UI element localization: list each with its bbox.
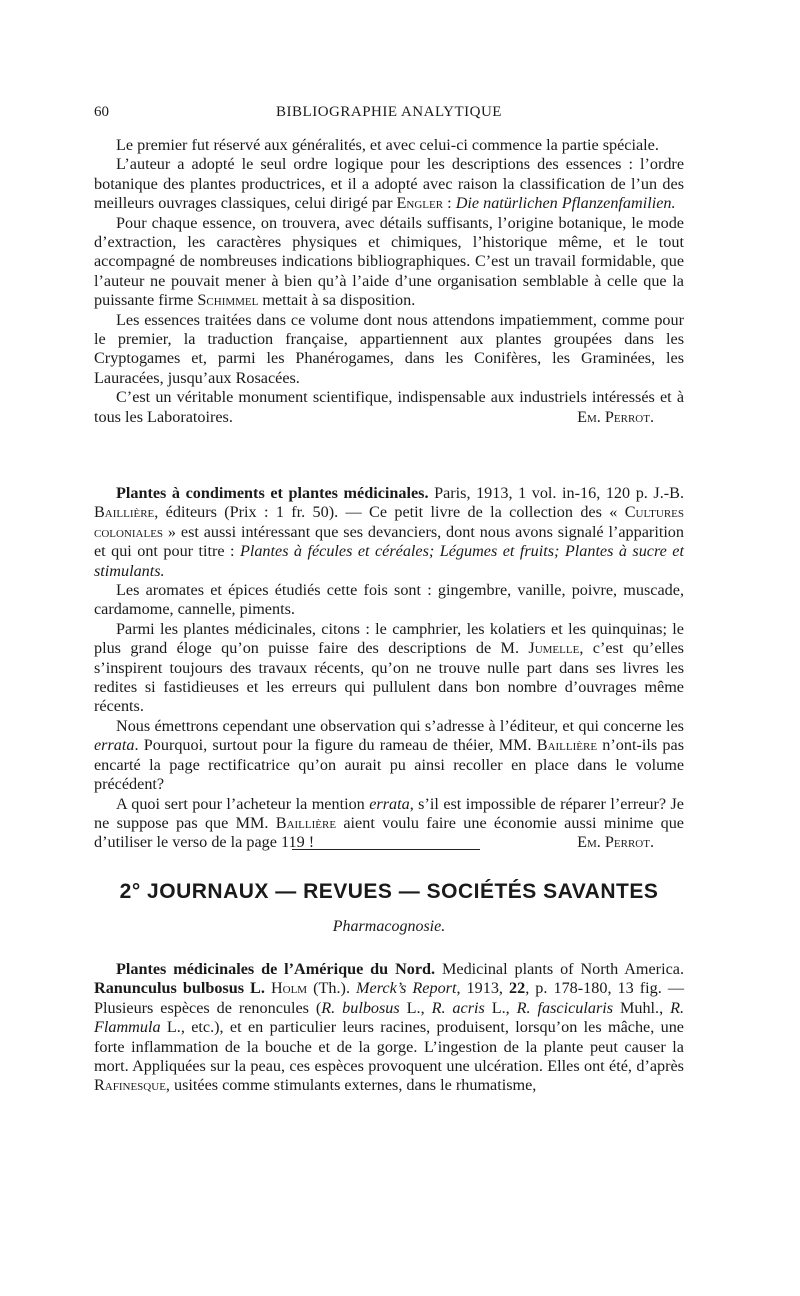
text: A quoi sert pour l’acheteur la mention [116, 794, 370, 813]
author-name: Engler [396, 194, 444, 213]
text: Les aromates et épices étudiés cette fois sont : gingembre, vanille, poivre, muscade, cardamome, cannelle, piments. [94, 581, 684, 619]
signature: Em. Perrot. [577, 833, 654, 852]
publisher-name: Baillière [275, 813, 337, 832]
text: (Th.). [307, 979, 357, 998]
text: » est aussi intéressant que ses devanciers, dont nous avons signalé l’apparition et qui ont pour titre : [94, 522, 684, 561]
section-subtitle: Pharmacognosie. [332, 918, 446, 935]
text: C’est un véritable monument scientifique, indispensable aux industriels intéressés et à tous les Laboratoires. [94, 388, 684, 426]
text: L., etc.), et en particulier leurs racines, produisent, lorsqu’on les mâche, une forte inflammation de la bouche et de la gorge. L’ingestion de la plante peut causer la mort. Appliquées sur la peau, ces espèces provoquent une ulcération. Elles ont été, d’après [94, 1018, 684, 1076]
text: , 1913, [456, 979, 510, 998]
species-name: R. fascicularis [516, 998, 614, 1017]
species-name: Ranunculus bulbosus L. [94, 979, 265, 998]
text: , p. 178-180, 13 fig. — Plusieurs espèces de renoncules ( [94, 979, 685, 1017]
paragraph [94, 960, 684, 1096]
firm-name: Schimmel [197, 291, 259, 310]
text: , usitées comme stimulants externes, dans le rhumatisme, [165, 1076, 537, 1095]
article-condiments [94, 484, 684, 853]
text: L., [399, 998, 432, 1017]
journal-name: Merck’s Report [356, 979, 457, 998]
author-name: Holm [270, 979, 308, 998]
paragraph [94, 581, 684, 620]
text: Medicinal plants of North America. [435, 960, 684, 978]
article-ranunculus [94, 960, 684, 1096]
errata-term: errata [369, 794, 410, 813]
cited-titles: Plantes à fécules et céréales; Légumes et fruits; Plantes à sucre et stimulants. [94, 542, 684, 580]
page-number: 60 [94, 104, 109, 120]
text: Muhl., [613, 998, 671, 1017]
paragraph [94, 717, 684, 795]
text: Les essences traitées dans ce volume dont nous attendons impatiemment, comme pour le premier, la traduction française, appartiennent aux plantes groupées dans les Cryptogames et, parmi les Phanérogames, dans les Conifères, les Graminées, les Lauracées, jusqu’aux Rosacées. [94, 310, 684, 387]
paragraph [94, 484, 684, 581]
errata-term: errata [94, 736, 135, 755]
running-title: BIBLIOGRAPHIE ANALYTIQUE [276, 104, 502, 120]
article-title: Plantes à condiments et plantes médicinales. [116, 484, 429, 502]
text: , éditeurs (Prix : 1 fr. 50). — Ce petit livre de la collection des « [154, 503, 625, 522]
collection-name: Cultures coloniales [94, 503, 684, 541]
paragraph [94, 311, 684, 389]
species-name: R. acris [431, 998, 485, 1017]
article-title: Plantes médicinales de l’Amérique du Nord. [116, 960, 436, 978]
text: aient voulu faire une économie aussi minime que d’utiliser le verso de la page 119 ! [94, 813, 684, 852]
text: Parmi les plantes médicinales, citons : le camphrier, les kolatiers et les quinquinas; le plus grand éloge qu’on puisse faire des descriptions de M. [94, 619, 684, 658]
text: , s’il est impossible de réparer l’erreur? Je ne suppose pas que MM. [94, 794, 684, 832]
paragraph [94, 214, 684, 311]
paragraph [94, 155, 684, 213]
text: mettait à sa disposition. [258, 291, 416, 310]
text: Pour chaque essence, on trouvera, avec détails suffisants, l’origine botanique, le mode d’extraction, les caractères physiques et chimiques, l’historique même, et le tout accompagné de nombreuses indications bibliographiques. C’est un travail formidable, que l’auteur ne pouvait mener à bien qu’à l’aide d’une organisation semblable à celle que la puissante firme [94, 213, 684, 310]
text: . Pourquoi, surtout pour la figure du rameau de théier, MM. [134, 736, 537, 755]
page-header [94, 104, 684, 124]
publisher-name: Baillière [94, 503, 155, 522]
section-title: 2° JOURNAUX — REVUES — SOCIÉTÉS SAVANTES [119, 880, 659, 903]
text: Nous émettrons cependant une observation qui s’adresse à l’éditeur, et qui concerne les [116, 716, 684, 735]
paragraph [94, 136, 684, 155]
paragraph [94, 795, 684, 853]
text: Le premier fut réservé aux généralités, et avec celui-ci commence la partie spéciale. [116, 136, 659, 154]
text: L’auteur a adopté le seul ordre logique pour les descriptions des essences : l’ordre botanique des plantes productrices, et il a adopté avec raison la classification de l’un des meilleurs ouvrages classiques, celui dirigé par [94, 155, 684, 213]
species-name: R. Flammula [94, 998, 685, 1037]
signature: Em. Perrot. [577, 407, 654, 426]
volume-number: 22 [509, 979, 526, 998]
paragraph [94, 620, 684, 717]
paragraph [94, 388, 684, 427]
text: : [443, 194, 456, 213]
text: n’ont-ils pas encarté la page rectificatrice qu’on aurait pu ainsi recoller en place dans le volume précédent? [94, 736, 684, 794]
text: L., [484, 998, 517, 1017]
section-divider [292, 849, 480, 850]
text: Paris, 1913, 1 vol. in-16, 120 p. J.-B. [428, 484, 684, 502]
species-name: R. bulbosus [321, 998, 400, 1017]
publisher-name: Baillière [536, 736, 598, 755]
author-name: Jumelle [528, 639, 580, 658]
article-essences [94, 136, 684, 427]
cited-work: Die natürlichen Pflanzenfamilien. [455, 194, 676, 213]
author-name: Rafinesque [94, 1076, 166, 1095]
text: , c’est qu’elles s’inspirent toujours des travaux récents, qu’on ne trouve nulle part dans ses livres les redites si fastidieuses et les erreurs qui pullulent dans bon nombre d’ouvrages même récents. [94, 639, 684, 716]
